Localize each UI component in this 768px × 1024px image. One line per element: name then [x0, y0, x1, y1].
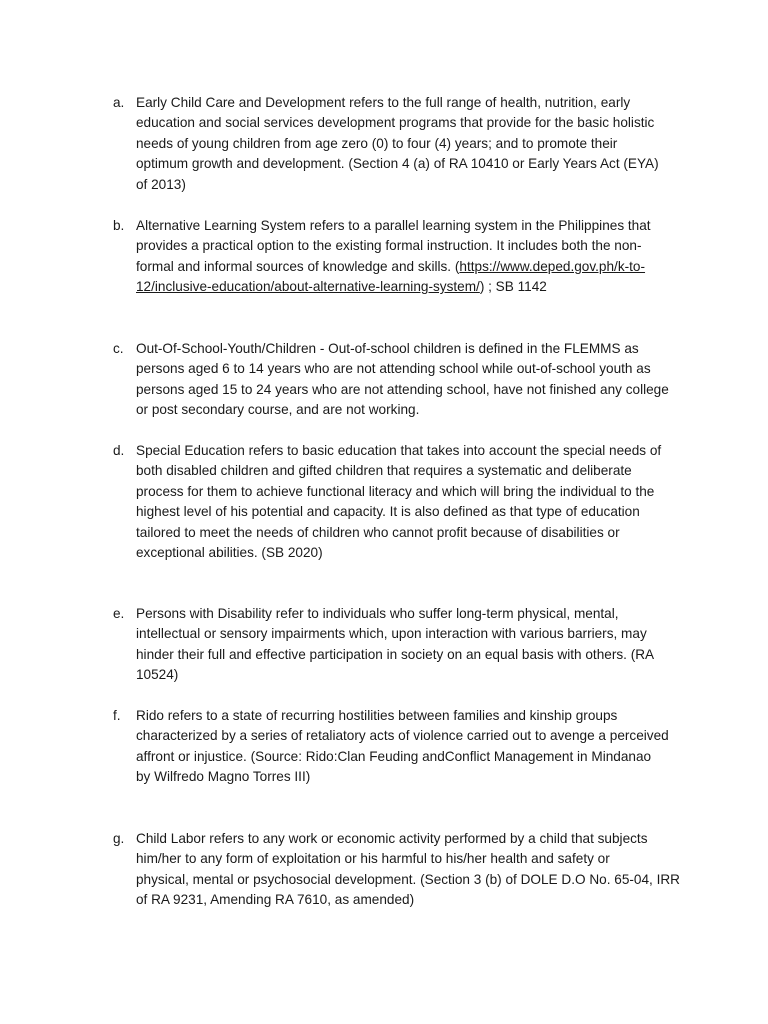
item-text: [136, 339, 681, 421]
text-line: Persons with Disability refer to individuals who suffer long-term physical, mental,: [136, 606, 619, 621]
text-line: highest level of his potential and capacity. It is also defined as that type of education: [136, 504, 640, 520]
item-text: [136, 441, 681, 563]
text-line: or post secondary course, and are not working.: [136, 402, 420, 418]
text-line: characterized by a series of retaliatory acts of violence carried out to avenge a perceived: [136, 728, 669, 744]
text-line: physical, mental or psychosocial development. (Section 3 (b) of DOLE D.O No. 65-04, IRR: [136, 871, 680, 887]
item-letter: g.: [113, 831, 125, 846]
text-line: exceptional abilities. (SB 2020): [136, 545, 323, 561]
text-line: education and social services development programs that provide for the basic holistic: [136, 115, 655, 131]
text-segment: ) ; SB 1142: [479, 279, 547, 295]
text-line: 10524): [136, 667, 179, 683]
item-text: [136, 829, 681, 911]
text-line: him/her to any form of exploitation or his harmful to his/her health and safety or: [136, 851, 610, 867]
item-letter: c.: [113, 341, 124, 356]
text-line: Rido refers to a state of recurring hostilities between families and kinship groups: [136, 708, 618, 723]
text-line: optimum growth and development. (Section 4 (a) of RA 10410 or Early Years Act (EYA): [136, 156, 659, 172]
text-line: persons aged 15 to 24 years who are not attending school, have not finished any college: [136, 381, 669, 397]
item-letter: f.: [113, 708, 121, 723]
item-letter: b.: [113, 218, 125, 233]
text-line: needs of young children from age zero (0) to four (4) years; and to promote their: [136, 135, 618, 151]
item-text: [136, 706, 681, 788]
text-line: Early Child Care and Development refers to the full range of health, nutrition, early: [136, 95, 631, 110]
text-line: Out-Of-School-Youth/Children - Out-of-school children is defined in the FLEMMS as: [136, 341, 639, 356]
text-segment: formal and informal sources of knowledge and skills. (: [136, 258, 460, 274]
text-line: Child Labor refers to any work or economic activity performed by a child that subjects: [136, 831, 648, 846]
deped-als-link-continued[interactable]: 12/inclusive-education/about-alternative-learning-system/: [136, 279, 480, 295]
text-line: Alternative Learning System refers to a parallel learning system in the Philippines that: [136, 218, 651, 233]
text-line: [136, 277, 681, 297]
text-line: process for them to achieve functional literacy and which will bring the individual to the: [136, 483, 655, 499]
text-line: persons aged 6 to 14 years who are not attending school while out-of-school youth as: [136, 361, 651, 377]
text-line: intellectual or sensory impairments which, upon interaction with various barriers, may: [136, 626, 647, 642]
item-text: [136, 216, 681, 298]
item-letter: d.: [113, 443, 125, 458]
text-line: of 2013): [136, 176, 186, 192]
text-line: Special Education refers to basic education that takes into account the special needs of: [136, 443, 662, 458]
text-line: affront or injustice. (Source: Rido:Clan Feuding andConflict Management in Mindanao: [136, 748, 652, 764]
item-letter: e.: [113, 606, 125, 621]
text-line: both disabled children and gifted children that requires a systematic and deliberate: [136, 463, 632, 479]
item-text: [136, 604, 681, 686]
deped-als-link[interactable]: https://www.deped.gov.ph/k-to-: [459, 258, 646, 274]
item-letter: a.: [113, 95, 125, 110]
item-text: [136, 93, 681, 195]
text-line: provides a practical option to the existing formal instruction. It includes both the non-: [136, 238, 642, 254]
text-line: [136, 257, 681, 277]
text-line: by Wilfredo Magno Torres III): [136, 769, 311, 785]
text-line: tailored to meet the needs of children who cannot profit because of disabilities or: [136, 524, 620, 540]
text-line: of RA 9231, Amending RA 7610, as amended): [136, 892, 415, 908]
text-line: hinder their full and effective participation in society on an equal basis with others. (RA: [136, 646, 655, 662]
